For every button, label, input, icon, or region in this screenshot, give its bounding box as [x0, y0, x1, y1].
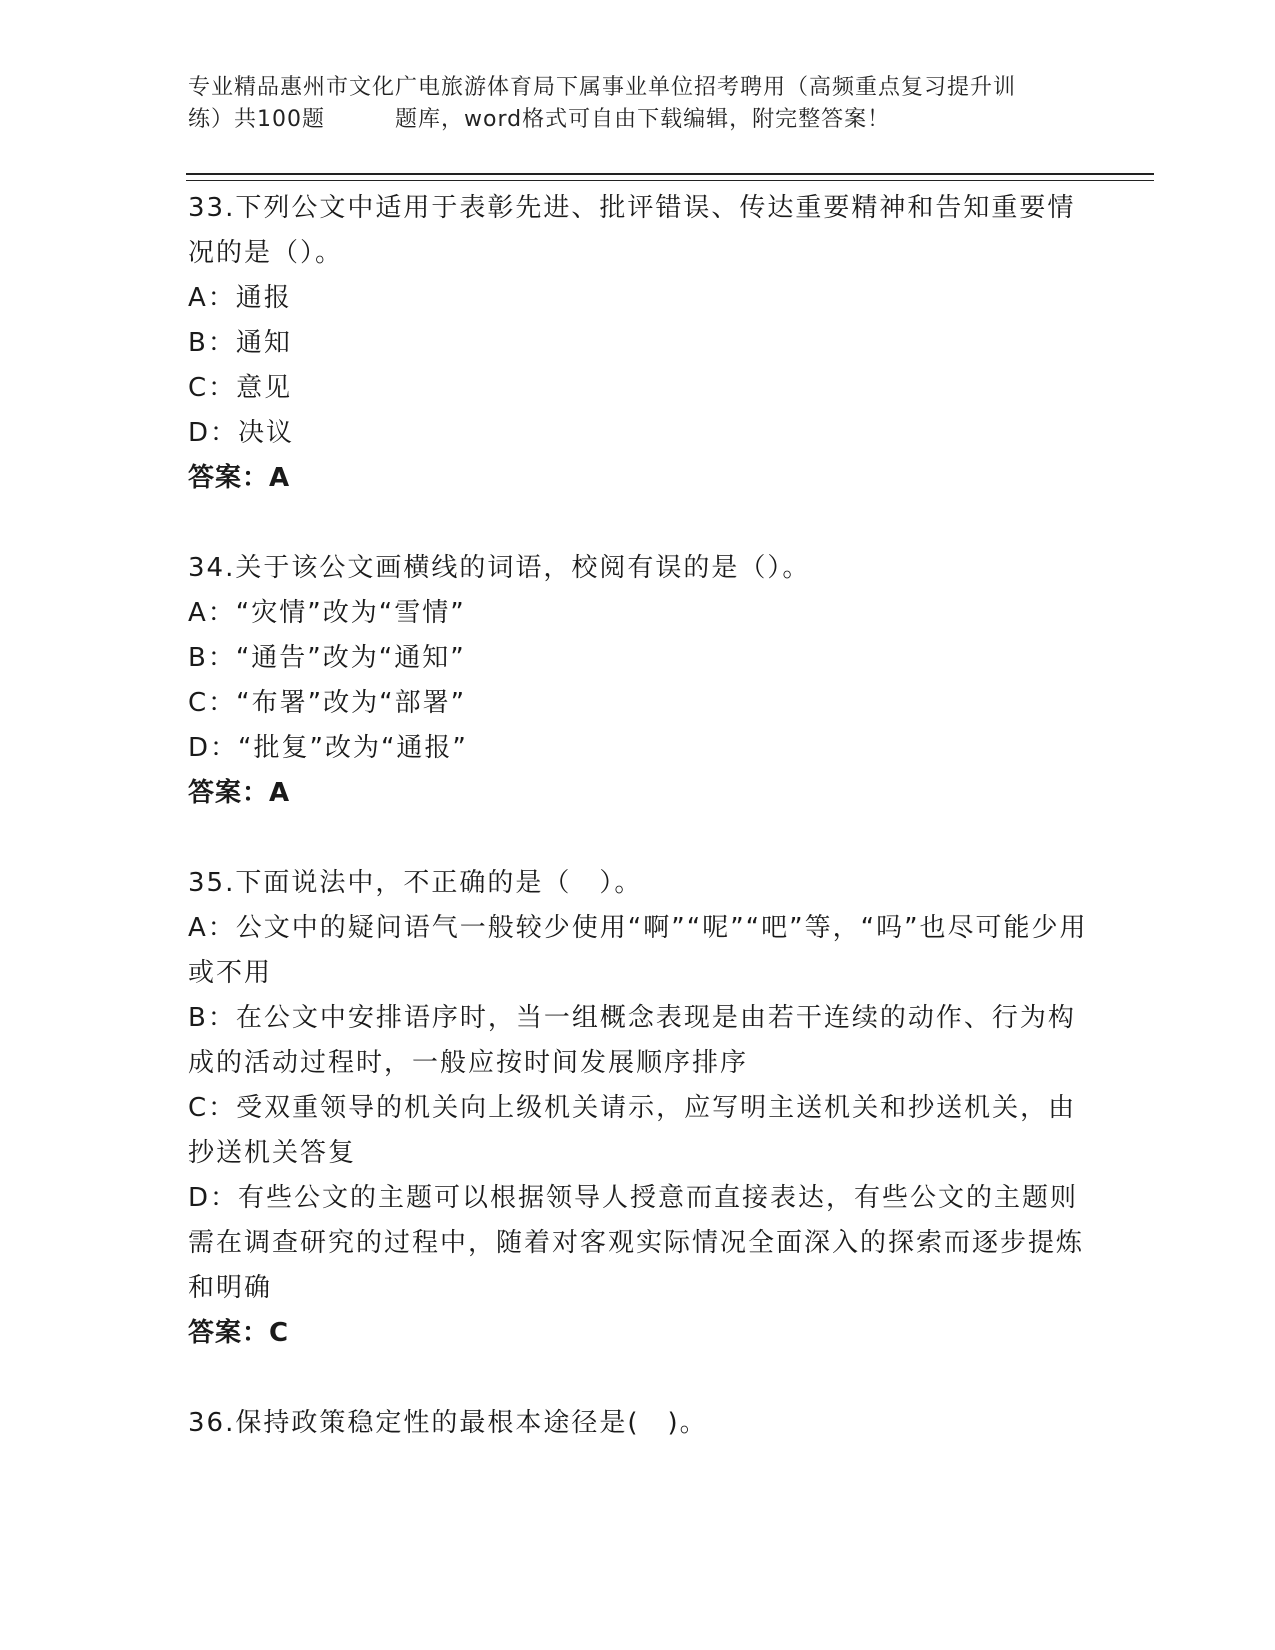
answer: 答案：A	[188, 463, 291, 493]
option-c: C：受双重领导的机关向上级机关请示，应写明主送机关和抄送机关，由抄送机关答复	[188, 1093, 1077, 1168]
answer: 答案：A	[188, 778, 291, 808]
question-33	[188, 186, 1088, 501]
option-d: D：决议	[188, 418, 295, 448]
option-b: B：“通告”改为“通知”	[188, 643, 466, 673]
option-d: D：有些公文的主题可以根据领导人授意而直接表达，有些公文的主题则需在调查研究的过程中，随着对客观实际情况全面深入的探索而逐步提炼和明确	[188, 1183, 1085, 1303]
document-header	[188, 72, 1088, 136]
option-b: B：通知	[188, 328, 292, 358]
option-b: B：在公文中安排语序时，当一组概念表现是由若干连续的动作、行为构成的活动过程时，一般应按时间发展顺序排序	[188, 1003, 1076, 1078]
header-line-1: 专业精品惠州市文化广电旅游体育局下属事业单位招考聘用（高频重点复习提升训	[188, 75, 1017, 100]
option-c: C：“布署”改为“部署”	[188, 688, 467, 718]
header-rule-thin	[186, 180, 1154, 181]
header-line-2-right: 题库，word格式可自由下载编辑，附完整答案！	[395, 107, 891, 132]
header-rule-thick	[186, 173, 1154, 175]
option-a: A：公文中的疑问语气一般较少使用“啊”“呢”“吧”等，“吗”也尽可能少用或不用	[188, 913, 1088, 988]
option-c: C：意见	[188, 373, 293, 403]
question-stem: 36.保持政策稳定性的最根本途径是( )。	[188, 1408, 708, 1438]
question-stem: 33.下列公文中适用于表彰先进、批评错误、传达重要精神和告知重要情况的是（）。	[188, 193, 1076, 268]
option-d: D：“批复”改为“通报”	[188, 733, 468, 763]
question-36	[188, 1401, 1088, 1446]
answer: 答案：C	[188, 1318, 290, 1348]
question-list	[188, 186, 1088, 1446]
question-35	[188, 861, 1088, 1356]
question-stem: 35.下面说法中，不正确的是（ ）。	[188, 868, 643, 898]
header-line-2	[188, 104, 1088, 136]
option-a: A：通报	[188, 283, 292, 313]
header-line-2-left: 练）共100题	[188, 107, 325, 132]
option-a: A：“灾情”改为“雪情”	[188, 598, 466, 628]
question-stem: 34.关于该公文画横线的词语，校阅有误的是（）。	[188, 553, 811, 583]
question-34	[188, 546, 1088, 816]
